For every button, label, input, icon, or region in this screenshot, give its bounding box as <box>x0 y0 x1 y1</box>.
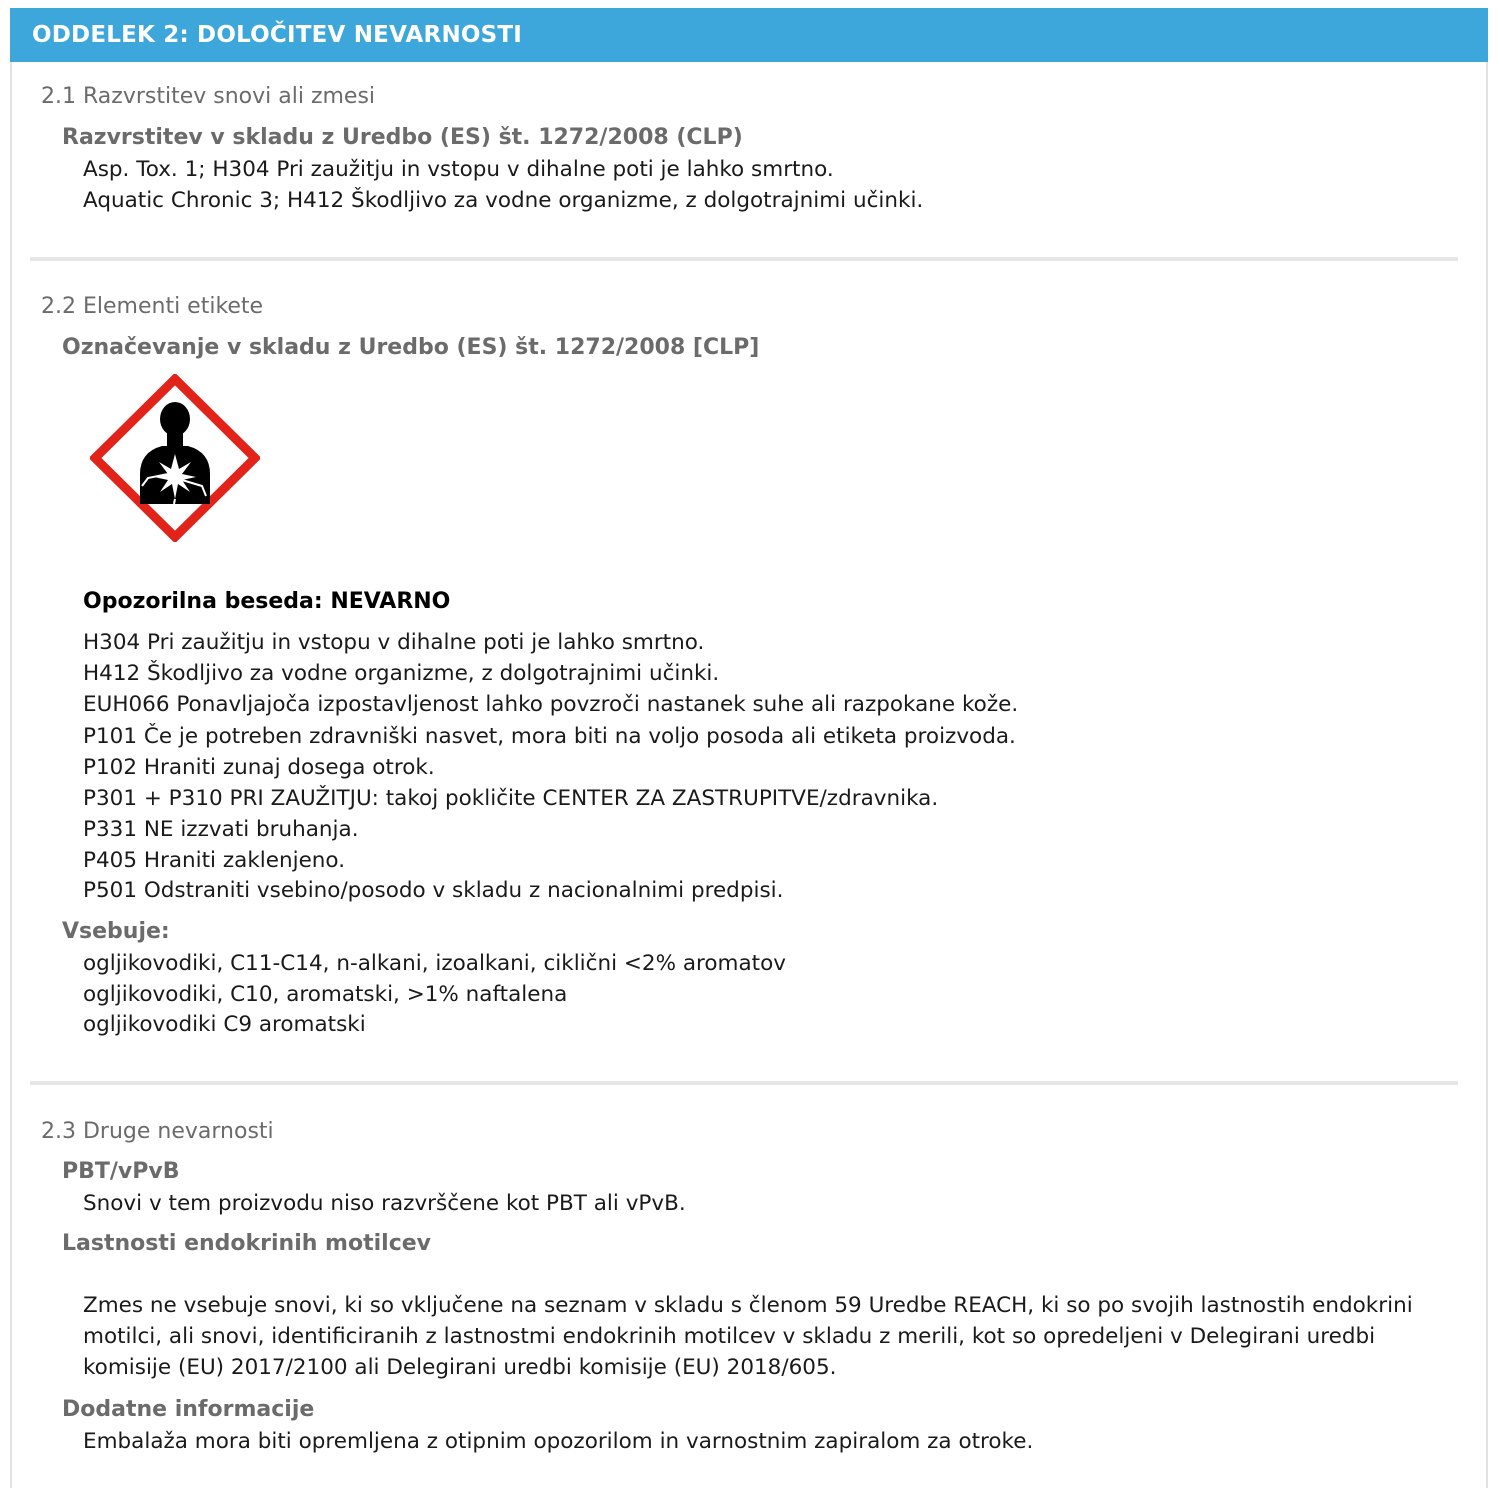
precautionary-statement: P102 Hraniti zunaj dosega otrok. <box>83 755 435 780</box>
classification-line: Aquatic Chronic 3; H412 Škodljivo za vodne organizme, z dolgotrajnimi učinki. <box>83 188 924 213</box>
heading-2-1: 2.1 Razvrstitev snovi ali zmesi <box>41 84 376 109</box>
section-divider <box>30 1081 1458 1085</box>
precautionary-statement: P301 + P310 PRI ZAUŽITJU: takoj pokličite CENTER ZA ZASTRUPITVE/zdravnika. <box>83 786 939 811</box>
endocrine-label: Lastnosti endokrinih motilcev <box>62 1231 431 1256</box>
hazard-statement: H412 Škodljivo za vodne organizme, z dolgotrajnimi učinki. <box>83 661 720 686</box>
hazard-statement: EUH066 Ponavljajoča izpostavljenost lahko povzroči nastanek suhe ali razpokane kože. <box>83 692 1019 717</box>
subheading-clp-labelling: Označevanje v skladu z Uredbo (ES) št. 1272/2008 [CLP] <box>62 335 760 360</box>
precautionary-statement: P101 Če je potreben zdravniški nasvet, mora biti na voljo posoda ali etiketa proizvoda. <box>83 724 1016 749</box>
signal-word: Opozorilna beseda: NEVARNO <box>83 589 451 614</box>
ingredient-line: ogljikovodiki C9 aromatski <box>83 1012 366 1037</box>
pbt-text: Snovi v tem proizvodu niso razvrščene kot PBT ali vPvB. <box>83 1191 686 1216</box>
pbt-label: PBT/vPvB <box>62 1159 180 1184</box>
additional-info-label: Dodatne informacije <box>62 1397 315 1422</box>
classification-line: Asp. Tox. 1; H304 Pri zaužitju in vstopu v dihalne poti je lahko smrtno. <box>83 157 834 182</box>
contains-label: Vsebuje: <box>62 919 170 944</box>
precautionary-statement: P405 Hraniti zaklenjeno. <box>83 848 346 873</box>
health-hazard-ghs08-icon <box>90 374 260 542</box>
section-header: ODDELEK 2: DOLOČITEV NEVARNOSTI <box>10 8 1488 62</box>
heading-2-2: 2.2 Elementi etikete <box>41 294 264 319</box>
additional-info-text: Embalaža mora biti opremljena z otipnim opozorilom in varnostnim zapiralom za otroke. <box>83 1429 1034 1454</box>
section-divider <box>30 257 1458 261</box>
ingredient-line: ogljikovodiki, C10, aromatski, >1% naftalena <box>83 982 568 1007</box>
precautionary-statement: P501 Odstraniti vsebino/posodo v skladu z nacionalnimi predpisi. <box>83 878 784 903</box>
ingredient-line: ogljikovodiki, C11-C14, n-alkani, izoalkani, ciklični <2% aromatov <box>83 951 786 976</box>
hazard-statement: H304 Pri zaužitju in vstopu v dihalne poti je lahko smrtno. <box>83 630 705 655</box>
subheading-clp-classification: Razvrstitev v skladu z Uredbo (ES) št. 1272/2008 (CLP) <box>62 125 743 150</box>
heading-2-3: 2.3 Druge nevarnosti <box>41 1119 274 1144</box>
endocrine-text: Zmes ne vsebuje snovi, ki so vključene na seznam v skladu s členom 59 Uredbe REACH, ki so po svojih lastnostih endokrini motilci, ali snovi, identificiranih z lastnostmi endokrinih motilcev v skladu z merili, kot so opredeljeni v Delegirani uredbi komisije (EU) 2017/2100 ali Delegirani uredbi komisije (EU) 2018/605. <box>83 1293 1413 1380</box>
precautionary-statement: P331 NE izzvati bruhanja. <box>83 817 359 842</box>
